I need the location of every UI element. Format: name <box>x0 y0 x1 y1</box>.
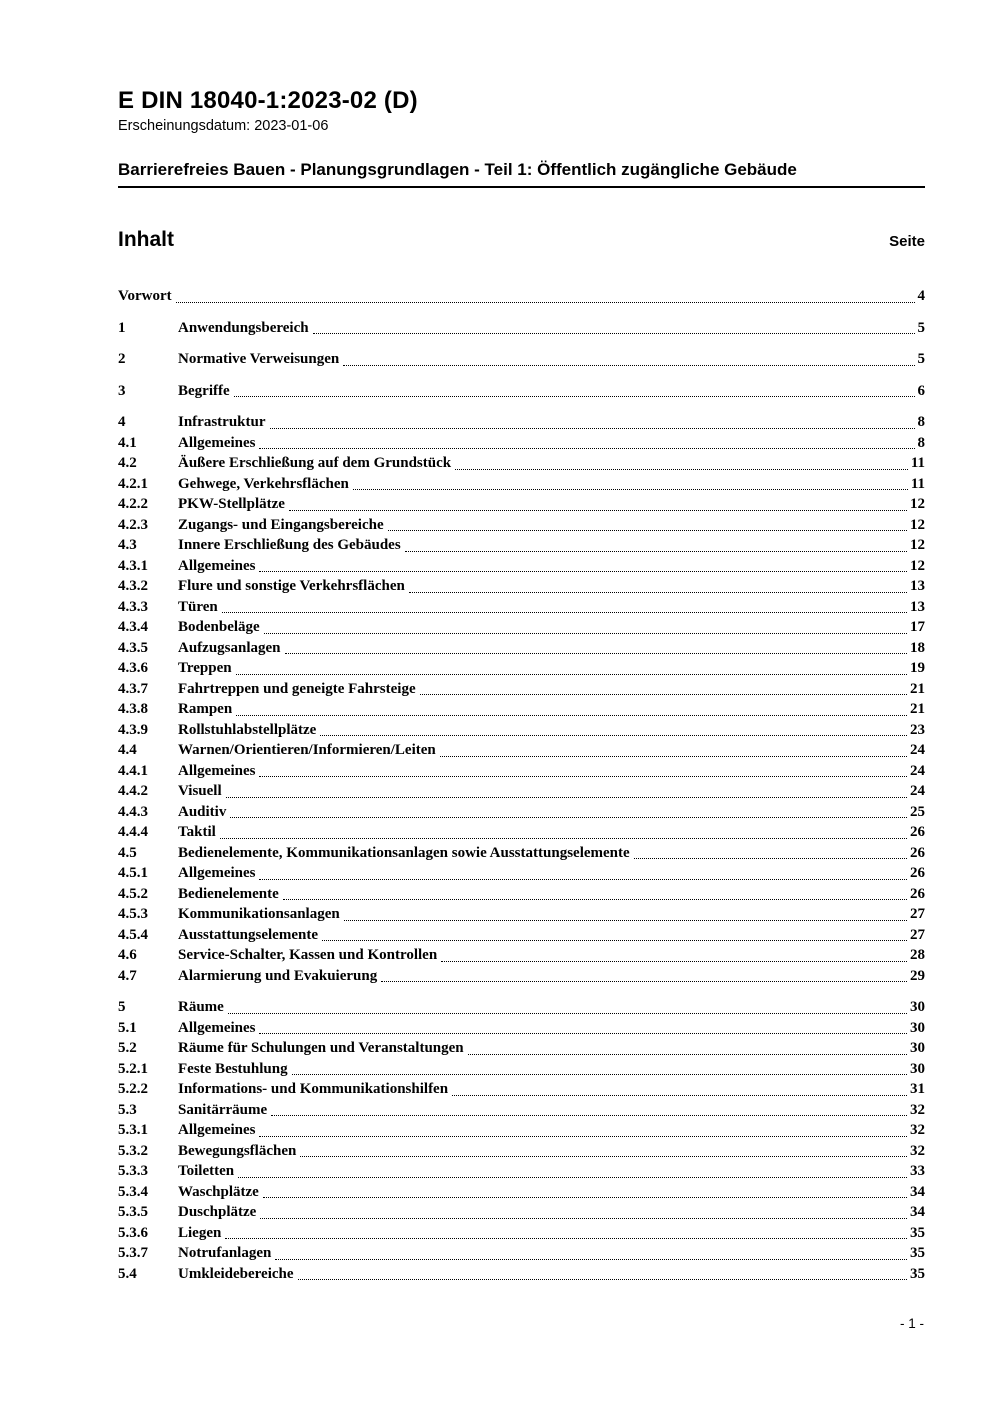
toc-entry-number: 4.3.9 <box>118 721 148 738</box>
toc-entry-page: 24 <box>910 783 925 800</box>
toc-entry <box>118 535 925 556</box>
toc-entry-page: 19 <box>910 660 925 677</box>
toc-entry <box>118 1264 925 1285</box>
toc-entry <box>118 863 925 884</box>
toc-dotted-leader <box>275 1259 907 1260</box>
toc-entry <box>118 617 925 638</box>
toc-entry-title: PKW-Stellplätze <box>178 496 285 513</box>
toc-entry <box>118 1100 925 1121</box>
toc-page-column-label: Seite <box>889 233 925 251</box>
toc-entry <box>118 1120 925 1141</box>
toc-dotted-leader <box>176 302 915 303</box>
toc-entry-number: 5.2 <box>118 1040 137 1057</box>
toc-entry <box>118 1018 925 1039</box>
toc-entry <box>118 822 925 843</box>
toc-entry-number: 4.5.2 <box>118 885 148 902</box>
toc-entry-title: Infrastruktur <box>178 414 266 431</box>
toc-entry-title: Räume für Schulungen und Veranstaltungen <box>178 1040 464 1057</box>
toc-entry <box>118 1182 925 1203</box>
toc-entry-title: Bedienelemente, Kommunikationsanlagen sowie Ausstattungselemente <box>178 844 630 861</box>
toc-entry <box>118 904 925 925</box>
toc-entry-number: 4.3.6 <box>118 660 148 677</box>
toc-entry <box>118 925 925 946</box>
toc-entry-number: 4.3.2 <box>118 578 148 595</box>
toc-entry <box>118 699 925 720</box>
toc-entry <box>118 638 925 659</box>
toc-entry-number: 5.3.7 <box>118 1245 148 1262</box>
toc-dotted-leader <box>381 981 907 982</box>
toc-dotted-leader <box>409 592 907 593</box>
toc-dotted-leader <box>388 530 907 531</box>
table-of-contents <box>118 286 925 1284</box>
toc-entry <box>118 1202 925 1223</box>
toc-dotted-leader <box>260 1218 907 1219</box>
toc-entry-number: 4.2.1 <box>118 475 148 492</box>
toc-dotted-leader <box>236 715 907 716</box>
toc-entry-title: Treppen <box>178 660 232 677</box>
toc-entry-number: 4.2 <box>118 455 137 472</box>
toc-entry-title: Informations- und Kommunikationshilfen <box>178 1081 449 1098</box>
toc-entry-title: Innere Erschließung des Gebäudes <box>178 537 401 554</box>
toc-entry-title: Kommunikationsanlagen <box>178 906 340 923</box>
toc-entry-page: 4 <box>917 288 925 305</box>
toc-entry-page: 34 <box>910 1183 925 1200</box>
toc-entry-title: Zugangs- und Eingangsbereiche <box>178 516 384 533</box>
toc-entry <box>118 1243 925 1264</box>
toc-entry <box>118 349 925 370</box>
toc-entry-number: 4.4 <box>118 742 137 759</box>
toc-entry-title: Taktil <box>178 824 216 841</box>
toc-dotted-leader <box>220 838 907 839</box>
toc-entry <box>118 597 925 618</box>
toc-entry-title: Flure und sonstige Verkehrsflächen <box>178 578 405 595</box>
toc-dotted-leader <box>226 797 907 798</box>
toc-entry-page: 23 <box>910 721 925 738</box>
toc-entry-number: 4.2.2 <box>118 496 148 513</box>
toc-entry-number: 5.2.1 <box>118 1060 148 1077</box>
toc-entry <box>118 474 925 495</box>
toc-entry-page: 26 <box>910 824 925 841</box>
toc-entry-page: 30 <box>910 1060 925 1077</box>
toc-entry-title: Auditiv <box>178 803 227 820</box>
toc-entry-page: 30 <box>910 1019 925 1036</box>
doc-number: E DIN 18040-1:2023-02 (D) <box>118 87 418 114</box>
toc-entry-title: Liegen <box>178 1224 222 1241</box>
toc-entry-page: 12 <box>910 516 925 533</box>
toc-entry-page: 26 <box>910 844 925 861</box>
toc-entry-page: 12 <box>910 537 925 554</box>
toc-entry-number: 2 <box>118 351 126 368</box>
toc-dotted-leader <box>234 396 915 397</box>
toc-entry <box>118 781 925 802</box>
toc-entry-page: 30 <box>910 1040 925 1057</box>
toc-entry <box>118 286 925 307</box>
toc-entry-page: 12 <box>910 496 925 513</box>
toc-dotted-leader <box>292 1074 907 1075</box>
toc-dotted-leader <box>343 365 914 366</box>
toc-entry-number: 5.3.6 <box>118 1224 148 1241</box>
toc-header <box>118 228 925 252</box>
toc-entry-number: 4.3.3 <box>118 598 148 615</box>
toc-entry-title: Allgemeines <box>178 762 256 779</box>
toc-entry-number: 5 <box>118 999 126 1016</box>
toc-entry <box>118 843 925 864</box>
toc-entry-title: Anwendungsbereich <box>178 319 309 336</box>
toc-entry-title: Vorwort <box>118 288 172 305</box>
toc-entry-title: Allgemeines <box>178 434 256 451</box>
toc-dotted-leader <box>285 653 907 654</box>
toc-dotted-leader <box>259 879 907 880</box>
toc-entry-title: Allgemeines <box>178 1122 256 1139</box>
toc-entry-title: Äußere Erschließung auf dem Grundstück <box>178 455 452 472</box>
toc-dotted-leader <box>283 899 907 900</box>
toc-entry <box>118 720 925 741</box>
toc-entry <box>118 412 925 433</box>
toc-dotted-leader <box>298 1279 907 1280</box>
toc-entry-page: 18 <box>910 639 925 656</box>
toc-entry-number: 3 <box>118 382 126 399</box>
toc-dotted-leader <box>259 1136 907 1137</box>
toc-entry-title: Aufzugsanlagen <box>178 639 281 656</box>
toc-entry-page: 11 <box>910 455 925 472</box>
toc-entry <box>118 761 925 782</box>
toc-entry <box>118 966 925 987</box>
toc-entry-page: 25 <box>910 803 925 820</box>
toc-entry-title: Rampen <box>178 701 233 718</box>
toc-dotted-leader <box>405 551 907 552</box>
toc-entry <box>118 740 925 761</box>
toc-entry-title: Räume <box>178 999 224 1016</box>
toc-entry-title: Visuell <box>178 783 222 800</box>
toc-entry-page: 13 <box>910 578 925 595</box>
toc-entry-page: 35 <box>910 1224 925 1241</box>
toc-entry <box>118 997 925 1018</box>
toc-dotted-leader <box>452 1095 907 1096</box>
toc-entry <box>118 884 925 905</box>
toc-entry-page: 32 <box>910 1142 925 1159</box>
toc-entry-page: 31 <box>910 1081 925 1098</box>
toc-entry-number: 4.4.2 <box>118 783 148 800</box>
toc-dotted-leader <box>440 756 907 757</box>
toc-dotted-leader <box>300 1156 907 1157</box>
toc-entry <box>118 576 925 597</box>
toc-entry-page: 32 <box>910 1101 925 1118</box>
toc-entry <box>118 494 925 515</box>
toc-dotted-leader <box>225 1238 907 1239</box>
toc-entry-number: 4.5.3 <box>118 906 148 923</box>
toc-entry-number: 4.3.7 <box>118 680 148 697</box>
toc-entry-title: Service-Schalter, Kassen und Kontrollen <box>178 947 438 964</box>
toc-entry-page: 24 <box>910 742 925 759</box>
toc-dotted-leader <box>259 1033 907 1034</box>
toc-entry-page: 24 <box>910 762 925 779</box>
toc-entry-number: 5.4 <box>118 1265 137 1282</box>
toc-entry <box>118 1079 925 1100</box>
toc-entry-page: 35 <box>910 1245 925 1262</box>
toc-dotted-leader <box>259 571 907 572</box>
toc-entry-number: 4 <box>118 414 126 431</box>
toc-dotted-leader <box>236 674 907 675</box>
toc-entry-title: Sanitärräume <box>178 1101 268 1118</box>
toc-dotted-leader <box>238 1177 907 1178</box>
toc-entry-page: 26 <box>910 865 925 882</box>
toc-entry-number: 4.3 <box>118 537 137 554</box>
toc-entry <box>118 679 925 700</box>
toc-entry-title: Gehwege, Verkehrsflächen <box>178 475 349 492</box>
toc-entry <box>118 318 925 339</box>
toc-dotted-leader <box>222 612 907 613</box>
toc-entry-page: 35 <box>910 1265 925 1282</box>
toc-entry-number: 4.2.3 <box>118 516 148 533</box>
toc-dotted-leader <box>634 858 907 859</box>
toc-dotted-leader <box>263 1197 907 1198</box>
toc-entry-number: 4.5.4 <box>118 926 148 943</box>
toc-entry <box>118 556 925 577</box>
toc-entry-number: 5.2.2 <box>118 1081 148 1098</box>
toc-entry-page: 5 <box>917 351 925 368</box>
toc-entry-title: Feste Bestuhlung <box>178 1060 288 1077</box>
toc-entry-page: 28 <box>910 947 925 964</box>
toc-entry-number: 4.3.8 <box>118 701 148 718</box>
toc-entry-number: 4.7 <box>118 967 137 984</box>
toc-entry-page: 12 <box>910 557 925 574</box>
toc-dotted-leader <box>322 940 907 941</box>
toc-entry-title: Alarmierung und Evakuierung <box>178 967 378 984</box>
toc-entry-number: 4.4.1 <box>118 762 148 779</box>
toc-dotted-leader <box>228 1013 907 1014</box>
document-header <box>118 88 925 188</box>
toc-entry-page: 5 <box>917 319 925 336</box>
toc-entry-number: 4.4.3 <box>118 803 148 820</box>
toc-entry-title: Bodenbeläge <box>178 619 260 636</box>
toc-heading: Inhalt <box>118 228 174 252</box>
publication-date: Erscheinungsdatum: 2023-01-06 <box>118 118 329 135</box>
toc-entry-page: 26 <box>910 885 925 902</box>
toc-entry <box>118 945 925 966</box>
toc-entry <box>118 658 925 679</box>
toc-dotted-leader <box>289 510 907 511</box>
toc-entry-page: 11 <box>910 475 925 492</box>
toc-entry-number: 4.5 <box>118 844 137 861</box>
toc-entry <box>118 433 925 454</box>
toc-dotted-leader <box>320 735 907 736</box>
toc-entry-page: 27 <box>910 906 925 923</box>
toc-entry-title: Ausstattungselemente <box>178 926 318 943</box>
toc-entry-page: 33 <box>910 1163 925 1180</box>
toc-entry <box>118 453 925 474</box>
toc-entry-number: 5.3.4 <box>118 1183 148 1200</box>
toc-entry <box>118 1223 925 1244</box>
toc-dotted-leader <box>441 961 907 962</box>
toc-entry-title: Bedienelemente <box>178 885 279 902</box>
toc-dotted-leader <box>455 469 908 470</box>
toc-entry-page: 32 <box>910 1122 925 1139</box>
toc-entry-page: 21 <box>910 680 925 697</box>
toc-entry-title: Duschplätze <box>178 1204 257 1221</box>
toc-entry <box>118 1141 925 1162</box>
toc-entry <box>118 802 925 823</box>
toc-entry-number: 5.3.5 <box>118 1204 148 1221</box>
toc-entry <box>118 515 925 536</box>
toc-dotted-leader <box>271 1115 907 1116</box>
toc-entry-title: Toiletten <box>178 1163 235 1180</box>
toc-entry-number: 5.3.3 <box>118 1163 148 1180</box>
toc-entry-number: 4.3.5 <box>118 639 148 656</box>
toc-entry-page: 8 <box>917 434 925 451</box>
toc-entry-number: 4.4.4 <box>118 824 148 841</box>
toc-entry-number: 4.3.1 <box>118 557 148 574</box>
toc-entry-number: 4.3.4 <box>118 619 148 636</box>
toc-entry-title: Begriffe <box>178 382 230 399</box>
toc-dotted-leader <box>313 333 915 334</box>
toc-dotted-leader <box>259 448 914 449</box>
toc-entry-page: 8 <box>917 414 925 431</box>
toc-entry-title: Bewegungsflächen <box>178 1142 297 1159</box>
toc-dotted-leader <box>420 694 907 695</box>
toc-entry-title: Allgemeines <box>178 865 256 882</box>
page-footer-number: - 1 - <box>899 1316 924 1331</box>
toc-dotted-leader <box>264 633 907 634</box>
toc-entry-page: 30 <box>910 999 925 1016</box>
toc-entry-page: 13 <box>910 598 925 615</box>
toc-dotted-leader <box>259 776 907 777</box>
toc-entry-number: 4.6 <box>118 947 137 964</box>
toc-entry <box>118 1038 925 1059</box>
toc-entry-title: Warnen/Orientieren/Informieren/Leiten <box>178 742 436 759</box>
toc-entry-number: 4.5.1 <box>118 865 148 882</box>
toc-entry-page: 17 <box>910 619 925 636</box>
toc-dotted-leader <box>344 920 907 921</box>
toc-entry-number: 5.3.2 <box>118 1142 148 1159</box>
toc-dotted-leader <box>270 428 915 429</box>
toc-entry-title: Notrufanlagen <box>178 1245 272 1262</box>
toc-entry-number: 5.3 <box>118 1101 137 1118</box>
toc-entry-title: Normative Verweisungen <box>178 351 340 368</box>
toc-entry-title: Rollstuhlabstellplätze <box>178 721 317 738</box>
toc-entry-number: 4.1 <box>118 434 137 451</box>
toc-entry-title: Waschplätze <box>178 1183 259 1200</box>
toc-dotted-leader <box>353 489 908 490</box>
toc-entry-number: 5.3.1 <box>118 1122 148 1139</box>
doc-title: Barrierefreies Bauen - Planungsgrundlagen - Teil 1: Öffentlich zugängliche Gebäude <box>118 160 925 188</box>
toc-entry-page: 34 <box>910 1204 925 1221</box>
toc-entry-title: Allgemeines <box>178 1019 256 1036</box>
toc-entry <box>118 1161 925 1182</box>
toc-entry-title: Türen <box>178 598 218 615</box>
toc-entry-page: 29 <box>910 967 925 984</box>
toc-entry <box>118 381 925 402</box>
toc-entry-title: Umkleidebereiche <box>178 1265 294 1282</box>
toc-entry-number: 5.1 <box>118 1019 137 1036</box>
toc-entry-title: Allgemeines <box>178 557 256 574</box>
toc-entry <box>118 1059 925 1080</box>
toc-dotted-leader <box>468 1054 907 1055</box>
toc-entry-page: 21 <box>910 701 925 718</box>
toc-entry-page: 27 <box>910 926 925 943</box>
toc-entry-number: 1 <box>118 319 126 336</box>
toc-entry-title: Fahrtreppen und geneigte Fahrsteige <box>178 680 416 697</box>
toc-dotted-leader <box>230 817 907 818</box>
toc-entry-page: 6 <box>917 382 925 399</box>
